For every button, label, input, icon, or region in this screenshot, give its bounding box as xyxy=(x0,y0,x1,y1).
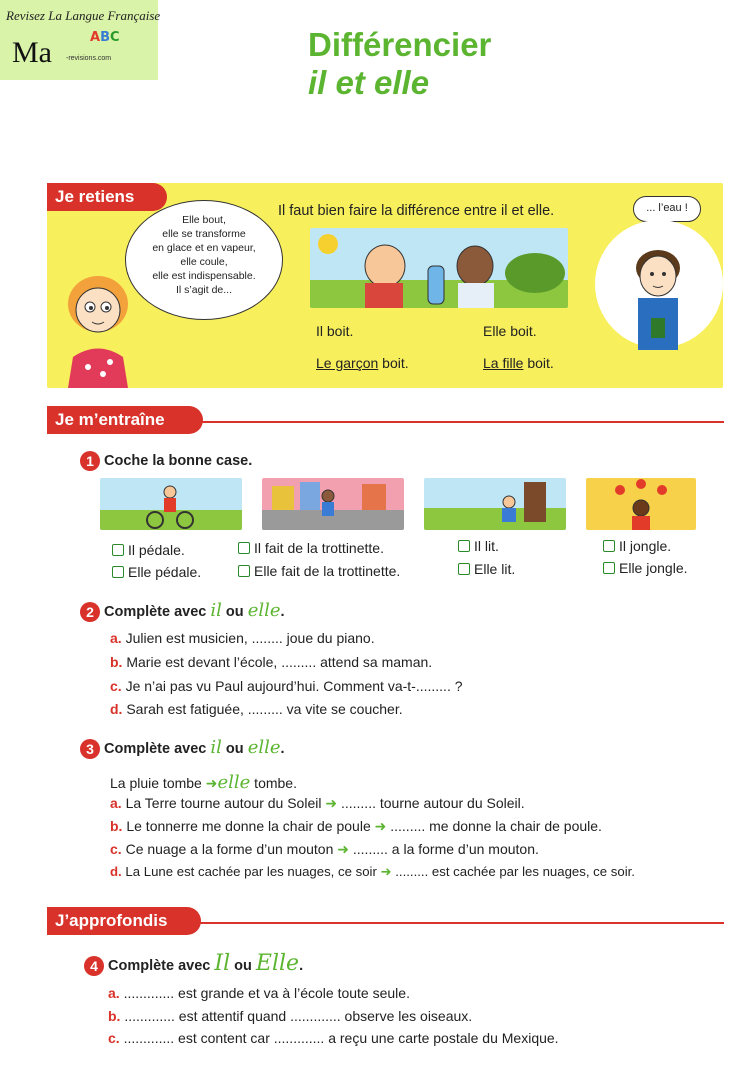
ex1-choice-2a[interactable]: Il fait de la trottinette. xyxy=(238,540,384,556)
logo-tagline: Revisez La Langue Française xyxy=(6,8,161,23)
fille-boit: La fille boit. xyxy=(483,355,554,371)
title-line2: il et elle xyxy=(308,64,430,101)
boy-illustration xyxy=(618,240,698,352)
ex3-example: La pluie tombe ➜elle tombe. xyxy=(110,772,297,793)
section-rule-approfondis xyxy=(198,922,724,924)
checkbox[interactable] xyxy=(112,544,124,556)
arrow-icon: ➜ xyxy=(380,864,392,879)
ex3-line-a: a. La Terre tourne autour du Soleil ➜ ......... tourne autour du Soleil. xyxy=(110,795,525,811)
title-line1: Différencier xyxy=(308,26,492,63)
checkbox[interactable] xyxy=(458,540,470,552)
garcon-boit: Le garçon boit. xyxy=(316,355,409,371)
page-title xyxy=(308,26,491,102)
ex3-line-d: d. La Lune est cachée par les nuages, ce soir ➜ ......... est cachée par les nuages, ce soir. xyxy=(110,864,635,879)
ex1-picture-juggling xyxy=(586,478,696,530)
speech-bubble-left: Elle bout, elle se transforme en glace et en vapeur, elle coule, elle est indispensable. Il s’agit de... xyxy=(125,200,283,320)
ex2-title: 2 Complète avec il ou elle. xyxy=(80,600,285,622)
speech-bubble-right: ... l’eau ! xyxy=(633,196,701,222)
drinking-illustration xyxy=(310,228,568,308)
checkbox[interactable] xyxy=(112,566,124,578)
ex1-choice-3b[interactable]: Elle lit. xyxy=(458,561,515,577)
section-tab-entraine: Je m’entraîne xyxy=(47,406,203,434)
section-tab-retiens: Je retiens xyxy=(47,183,167,211)
ex2-line-b: b. Marie est devant l’école, ......... attend sa maman. xyxy=(110,654,433,670)
elle-boit: Elle boit. xyxy=(483,323,537,339)
section-tab-approfondis: J’approfondis xyxy=(47,907,201,935)
logo-ma: Ma xyxy=(12,36,52,69)
ex1-picture-reading xyxy=(424,478,566,530)
ex1-choice-1b[interactable]: Elle pédale. xyxy=(112,564,201,580)
ex2-line-a: a. Julien est musicien, ........ joue du piano. xyxy=(110,630,375,646)
checkbox[interactable] xyxy=(603,540,615,552)
ex4-line-a: a. ............. est grande et va à l’école toute seule. xyxy=(108,985,410,1001)
ex1-title: 1 Coche la bonne case. xyxy=(80,451,252,471)
checkbox[interactable] xyxy=(238,542,250,554)
checkbox[interactable] xyxy=(603,562,615,574)
logo-domain: -revisions.com xyxy=(66,55,112,62)
logo-abc: ABC xyxy=(90,30,120,45)
checkbox[interactable] xyxy=(238,565,250,577)
arrow-icon: ➜ xyxy=(374,818,387,834)
ex2-line-d: d. Sarah est fatiguée, ......... va vite se coucher. xyxy=(110,701,403,717)
ex1-choice-1a[interactable]: Il pédale. xyxy=(112,542,185,558)
ex1-choice-3a[interactable]: Il lit. xyxy=(458,538,499,554)
ex1-picture-cycling xyxy=(100,478,242,530)
arrow-icon: ➜ xyxy=(205,775,218,791)
ex1-picture-scooter xyxy=(262,478,404,530)
arrow-icon: ➜ xyxy=(325,795,338,811)
ex1-choice-2b[interactable]: Elle fait de la trottinette. xyxy=(238,563,400,579)
section-rule-entraine xyxy=(200,421,724,423)
ex4-line-c: c. ............. est content car ............. a reçu une carte postale du Mexique. xyxy=(108,1030,559,1046)
ex2-line-c: c. Je n’ai pas vu Paul aujourd’hui. Comment va-t-......... ? xyxy=(110,678,463,694)
checkbox[interactable] xyxy=(458,563,470,575)
ex1-choice-4a[interactable]: Il jongle. xyxy=(603,538,671,554)
site-logo xyxy=(0,0,161,80)
ex3-title: 3 Complète avec il ou elle. xyxy=(80,737,285,759)
ex1-choice-4b[interactable]: Elle jongle. xyxy=(603,560,688,576)
ex3-line-b: b. Le tonnerre me donne la chair de poule ➜ ......... me donne la chair de poule. xyxy=(110,818,602,834)
il-boit: Il boit. xyxy=(316,323,354,339)
ex3-line-c: c. Ce nuage a la forme d’un mouton ➜ ......... a la forme d’un mouton. xyxy=(110,841,539,857)
ex4-line-b: b. ............. est attentif quand ............. observe les oiseaux. xyxy=(108,1008,473,1024)
ex4-title: 4 Complète avec Il ou Elle. xyxy=(84,951,303,976)
retiens-rule: Il faut bien faire la différence entre il et elle. xyxy=(278,203,555,219)
arrow-icon: ➜ xyxy=(337,841,349,857)
